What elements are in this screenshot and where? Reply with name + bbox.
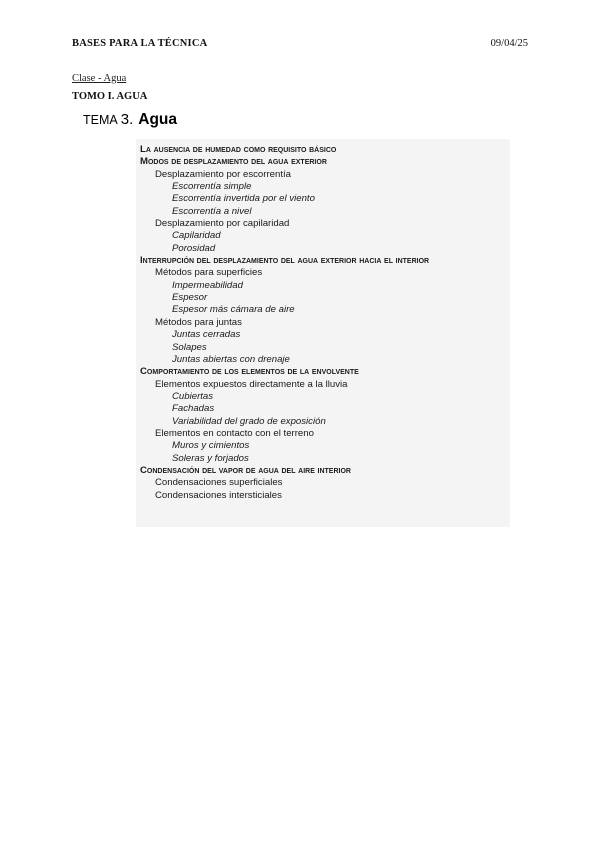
topic-name: Agua (138, 111, 177, 128)
topic-number: 3. (120, 111, 134, 128)
outline-item: Solapes (172, 341, 207, 353)
outline-item: Cubiertas (172, 390, 214, 402)
outline-item: Juntas cerradas (172, 329, 241, 341)
outline-section: Condensación del vapor de agua del aire interior (140, 464, 351, 476)
outline-subsection: Condensaciones superficiales (155, 477, 283, 489)
outline-item: Capilaridad (172, 230, 221, 242)
outline-item: Porosidad (172, 242, 216, 254)
outline-section: Interrupción del desplazamiento del agua exterior hacia el interior (140, 255, 430, 267)
document-header-date: 09/04/25 (490, 38, 528, 49)
topic-heading (83, 111, 177, 129)
outline-item: Escorrentía invertida por el viento (172, 193, 315, 205)
outline-item: Juntas abiertas con drenaje (172, 353, 290, 365)
outline-item: Espesor (172, 292, 208, 304)
volume-title: TOMO I. AGUA (72, 91, 148, 102)
outline-subsection: Desplazamiento por escorrentía (155, 168, 291, 180)
topic-label: TEMA (83, 113, 118, 127)
outline-subsection: Elementos expuestos directamente a la lluvia (155, 378, 348, 390)
outline-subsection: Métodos para juntas (155, 316, 242, 328)
outline-item: Espesor más cámara de aire (172, 304, 295, 316)
breadcrumb[interactable]: Clase - Agua (72, 73, 127, 84)
outline-item: Muros y cimientos (172, 440, 250, 452)
outline-item: Escorrentía simple (172, 181, 252, 193)
outline-item: Soleras y forjados (172, 452, 249, 464)
outline-section: La ausencia de humedad como requisito básico (140, 144, 337, 155)
outline-subsection: Métodos para superficies (155, 267, 263, 279)
outline-item: Fachadas (172, 403, 215, 415)
outline-item: Impermeabilidad (172, 279, 243, 291)
outline-item: Variabilidad del grado de exposición (172, 415, 326, 427)
outline-subsection: Desplazamiento por capilaridad (155, 218, 290, 230)
outline-section: Comportamiento de los elementos de la envolvente (140, 366, 359, 378)
document-header-title: BASES PARA LA TÉCNICA (72, 38, 208, 49)
outline-item: Escorrentía a nivel (172, 205, 252, 217)
outline-section: Modos de desplazamiento del agua exterior (140, 156, 327, 168)
outline-subsection: Condensaciones intersticiales (155, 489, 282, 501)
topic-outline (140, 144, 429, 502)
outline-subsection: Elementos en contacto con el terreno (155, 427, 314, 439)
